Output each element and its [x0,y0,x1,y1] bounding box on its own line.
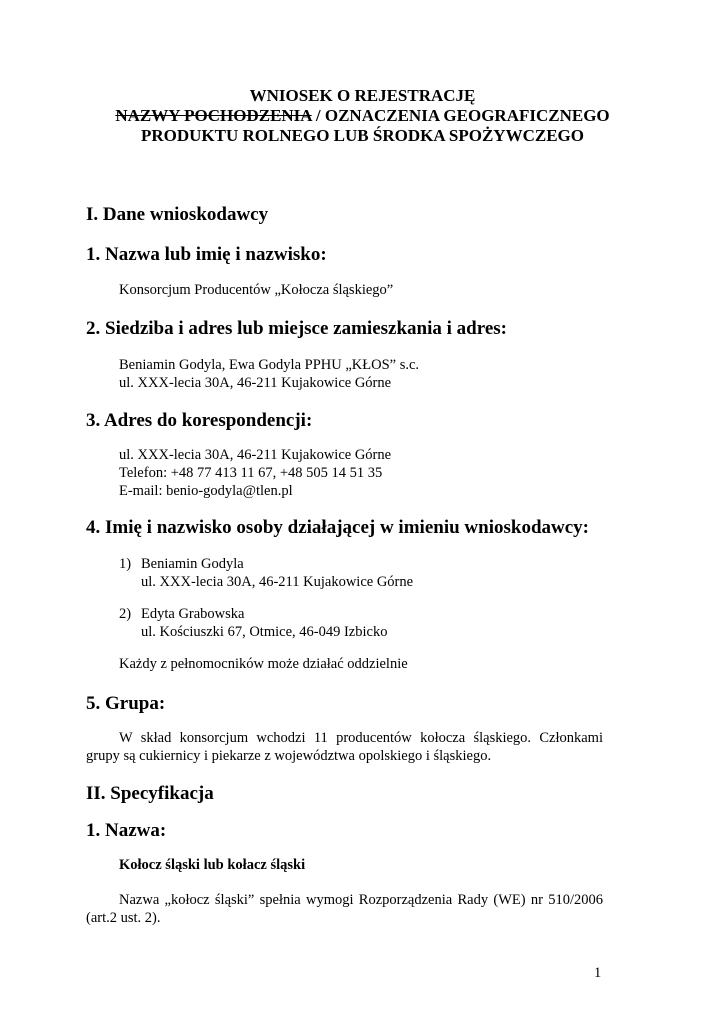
item-1-heading: 1. Nazwa lub imię i nazwisko: [86,244,327,265]
representatives-note-text: Każdy z pełnomocników może działać oddzielnie [119,656,408,672]
correspondence-email: E-mail: benio-godyla@tlen.pl [119,483,293,499]
person-address: ul. XXX-lecia 30A, 46-211 Kujakowice Górne [141,574,414,590]
title-struck-text: NAZWY POCHODZENIA [115,106,312,125]
representatives-note [119,655,408,673]
section-1-heading: I. Dane wnioskodawcy [86,204,269,225]
seat-line-1: Beniamin Godyla, Ewa Godyla PPHU „KŁOS” s.c. [119,357,420,373]
person-address: ul. Kościuszki 67, Otmice, 46-049 Izbicko [141,624,388,640]
page-number: 1 [594,965,602,981]
document-title [0,86,725,146]
list-item [119,555,413,591]
seat-line-2: ul. XXX-lecia 30A, 46-211 Kujakowice Górne [119,375,392,391]
title-line-2 [0,106,725,126]
person-name: Beniamin Godyla [141,556,244,572]
item-2-text [119,356,419,392]
item-1-text [119,281,393,299]
item-5-heading: 5. Grupa: [86,693,166,714]
correspondence-address: ul. XXX-lecia 30A, 46-211 Kujakowice Górne [119,447,392,463]
applicant-name: Konsorcjum Producentów „Kołocza śląskiego” [119,282,394,298]
name-paragraph: Nazwa „kołocz śląski” spełnia wymogi Rozporządzenia Rady (WE) nr 510/2006 (art.2 ust. 2). [86,892,603,926]
title-line-1: WNIOSEK O REJESTRACJĘ [249,86,476,105]
name-heading: 1. Nazwa: [86,820,167,841]
item-3-text [119,446,391,500]
product-name-subheading: Kołocz śląski lub kołacz śląski [119,857,306,873]
title-line-2-rest: / OZNACZENIA GEOGRAFICZNEGO [311,106,610,125]
list-number: 2) [119,606,132,622]
item-2-heading: 2. Siedziba i adres lub miejsce zamieszkania i adres: [86,318,507,339]
list-item [119,605,387,641]
group-paragraph: W skład konsorcjum wchodzi 11 producentów kołocza śląskiego. Członkami grupy są cukiernicy i piekarze z województwa opolskiego i śląskiego. [86,730,603,764]
title-line-3: PRODUKTU ROLNEGO LUB ŚRODKA SPOŻYWCZEGO [140,126,584,145]
person-name: Edyta Grabowska [141,606,245,622]
section-2-heading: II. Specyfikacja [86,783,214,804]
list-number: 1) [119,556,132,572]
item-4-heading: 4. Imię i nazwisko osoby działającej w imieniu wnioskodawcy: [86,517,589,538]
correspondence-phone: Telefon: +48 77 413 11 67, +48 505 14 51 35 [119,465,383,481]
item-3-heading: 3. Adres do korespondencji: [86,410,313,431]
